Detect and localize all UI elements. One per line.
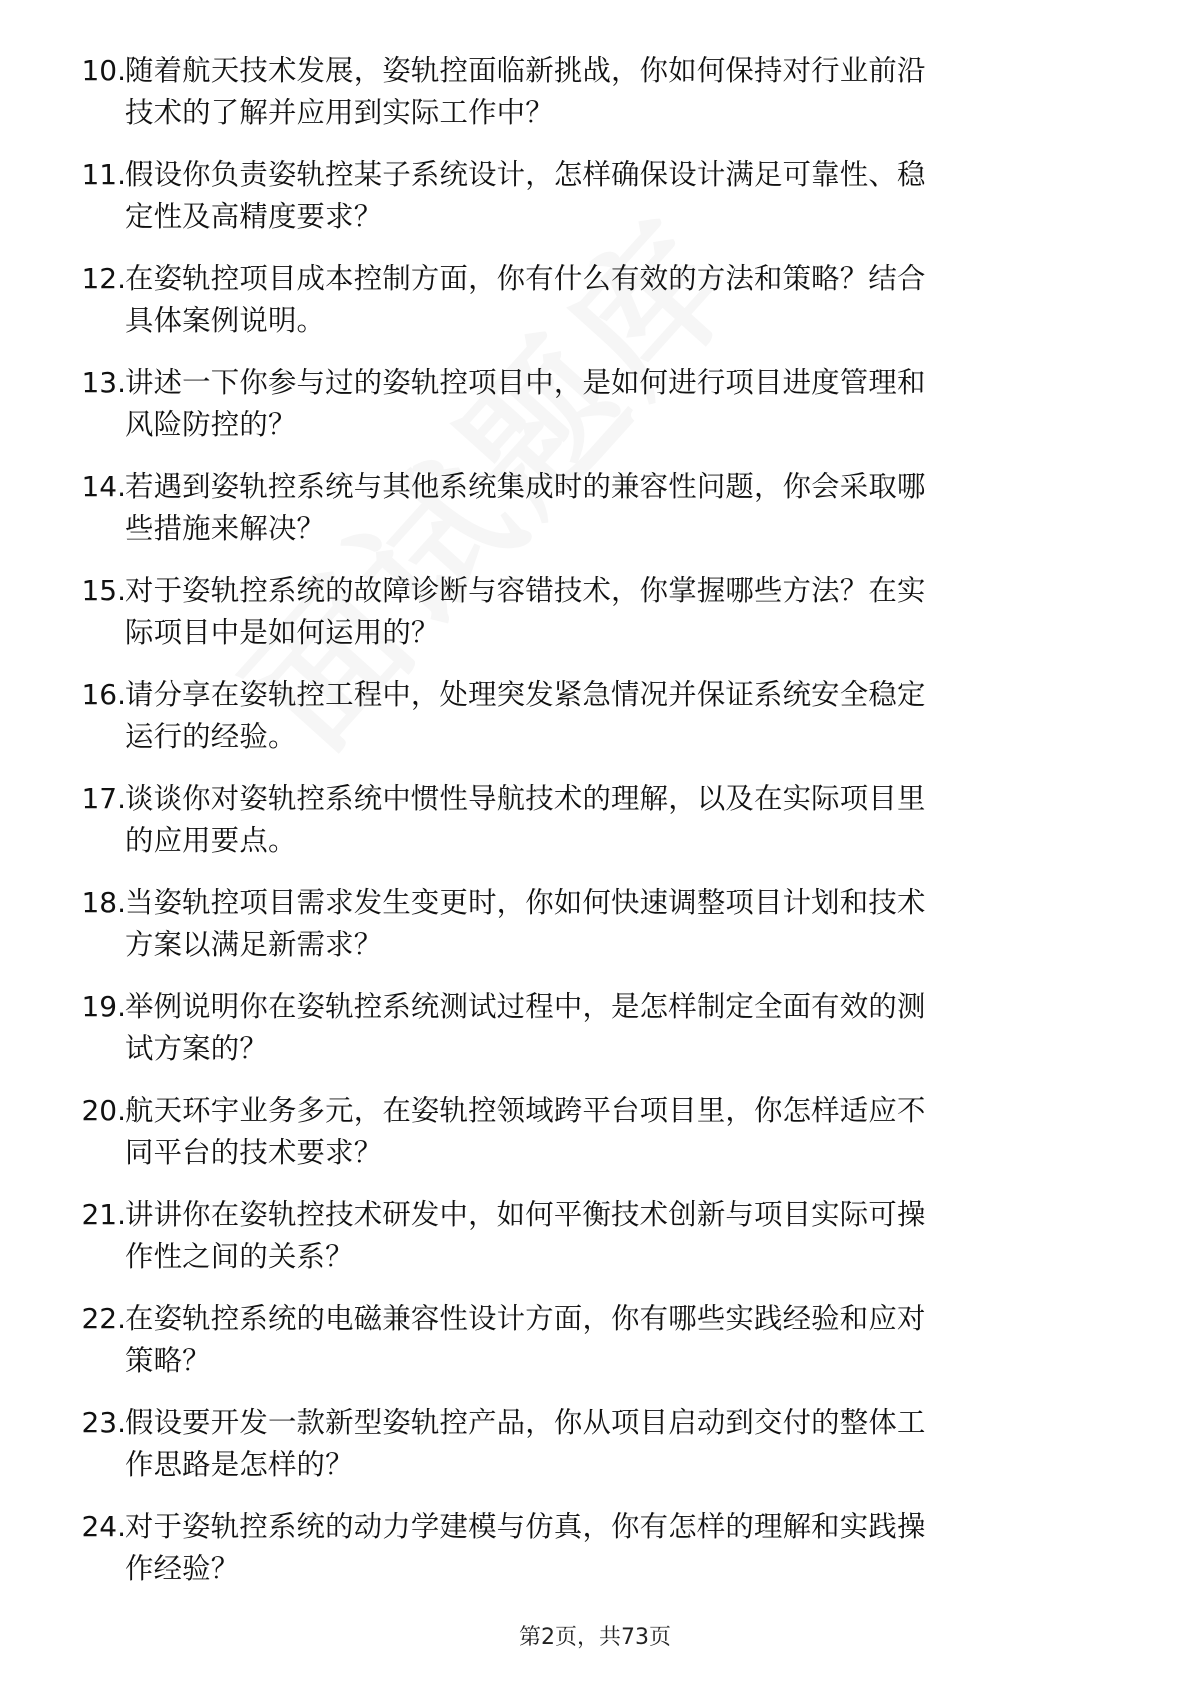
question-text: 假设你负责姿轨控某子系统设计，怎样确保设计满足可靠性、稳 定性及高精度要求？ <box>125 158 926 233</box>
question-item <box>56 674 1136 778</box>
question-number: 14. <box>81 470 126 503</box>
question-text: 谈谈你对姿轨控系统中惯性导航技术的理解，以及在实际项目里 的应用要点。 <box>125 782 926 857</box>
question-number: 23. <box>81 1406 126 1439</box>
question-text: 讲述一下你参与过的姿轨控项目中，是如何进行项目进度管理和 风险防控的？ <box>125 366 926 441</box>
question-number: 12. <box>81 262 126 295</box>
question-number: 20. <box>81 1094 126 1127</box>
question-text: 若遇到姿轨控系统与其他系统集成时的兼容性问题，你会采取哪 些措施来解决？ <box>125 470 926 545</box>
question-number: 10. <box>81 54 126 87</box>
question-text: 假设要开发一款新型姿轨控产品，你从项目启动到交付的整体工 作思路是怎样的？ <box>125 1406 926 1481</box>
question-item <box>56 1402 1136 1506</box>
question-number: 24. <box>81 1510 126 1543</box>
question-item <box>56 1194 1136 1298</box>
question-item <box>56 986 1136 1090</box>
question-item <box>56 466 1136 570</box>
question-text: 随着航天技术发展，姿轨控面临新挑战，你如何保持对行业前沿 技术的了解并应用到实际工作中？ <box>125 54 926 129</box>
question-text: 请分享在姿轨控工程中，处理突发紧急情况并保证系统安全稳定 运行的经验。 <box>125 678 926 753</box>
question-item <box>56 50 1136 154</box>
question-text: 航天环宇业务多元，在姿轨控领域跨平台项目里，你怎样适应不 同平台的技术要求？ <box>125 1094 926 1169</box>
question-item <box>56 882 1136 986</box>
question-item <box>56 1298 1136 1402</box>
question-number: 21. <box>81 1198 126 1231</box>
question-number: 17. <box>81 782 126 815</box>
question-number: 16. <box>81 678 126 711</box>
question-item <box>56 570 1136 674</box>
question-number: 13. <box>81 366 126 399</box>
question-text: 在姿轨控系统的电磁兼容性设计方面，你有哪些实践经验和应对 策略？ <box>125 1302 926 1377</box>
question-number: 18. <box>81 886 126 919</box>
question-item <box>56 258 1136 362</box>
question-list <box>56 50 1136 1610</box>
question-text: 对于姿轨控系统的动力学建模与仿真，你有怎样的理解和实践操 作经验？ <box>125 1510 926 1585</box>
question-item <box>56 778 1136 882</box>
question-number: 11. <box>81 158 126 191</box>
page-number: 第2页，共73页 <box>519 1625 671 1650</box>
question-item <box>56 1506 1136 1610</box>
question-item <box>56 1090 1136 1194</box>
question-number: 22. <box>81 1302 126 1335</box>
question-text: 讲讲你在姿轨控技术研发中，如何平衡技术创新与项目实际可操 作性之间的关系？ <box>125 1198 926 1273</box>
question-number: 19. <box>81 990 126 1023</box>
question-number: 15. <box>81 574 126 607</box>
question-item <box>56 154 1136 258</box>
question-text: 对于姿轨控系统的故障诊断与容错技术，你掌握哪些方法？在实 际项目中是如何运用的？ <box>125 574 926 649</box>
question-text: 当姿轨控项目需求发生变更时，你如何快速调整项目计划和技术 方案以满足新需求？ <box>125 886 926 961</box>
question-text: 举例说明你在姿轨控系统测试过程中，是怎样制定全面有效的测 试方案的？ <box>125 990 926 1065</box>
question-text: 在姿轨控项目成本控制方面，你有什么有效的方法和策略？结合 具体案例说明。 <box>125 262 926 337</box>
question-item <box>56 362 1136 466</box>
